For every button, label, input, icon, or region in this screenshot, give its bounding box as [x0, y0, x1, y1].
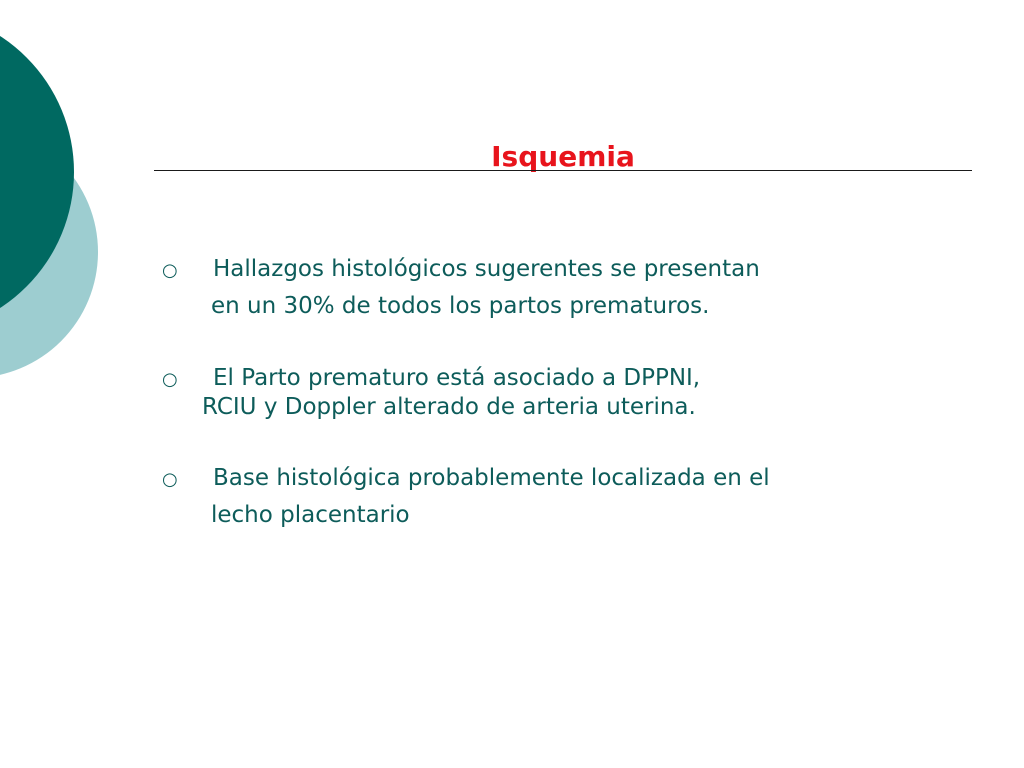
bullet-marker: ○	[162, 369, 178, 390]
bullet-marker: ○	[162, 260, 178, 281]
decorative-circles	[0, 0, 110, 420]
slide-title: Isquemia	[491, 140, 635, 173]
bullet-3-line-2: lecho placentario	[211, 502, 410, 528]
bullet-1-line-2: en un 30% de todos los partos prematuros.	[211, 293, 710, 319]
bullet-2-line-2: RCIU y Doppler alterado de arteria uterina.	[202, 394, 696, 420]
bullet-marker: ○	[162, 469, 178, 490]
bullet-2-line-1: El Parto prematuro está asociado a DPPNI,	[213, 365, 701, 391]
title-underline	[154, 170, 972, 171]
bullet-3-line-1: Base histológica probablemente localizada en el	[213, 465, 770, 491]
bullet-1-line-1: Hallazgos histológicos sugerentes se presentan	[213, 256, 760, 282]
